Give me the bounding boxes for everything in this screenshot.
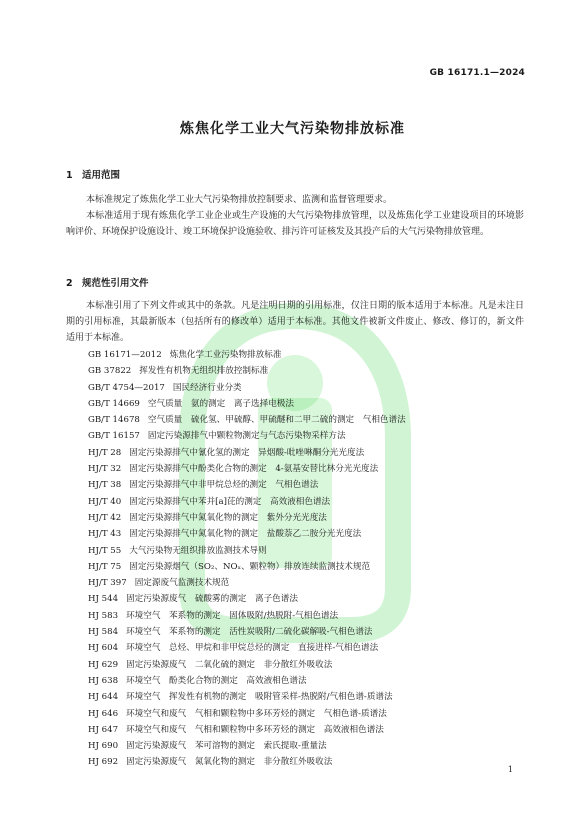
reference-item: HJ/T 397 固定源废气监测技术规范 (88, 578, 230, 589)
section-2-intro: 本标准引用了下列文件或其中的条款。凡是注明日期的引用标准，仅注日期的版本适用于本标准。凡是未注日期的引用标准，其最新版本（包括所有的修改单）适用于本标准。其他文件被新文件废止、修改、修订的，新文件适用于本标准。 (66, 301, 524, 343)
reference-item: HJ 584 环境空气 苯系物的测定 活性炭吸附/二硫化碳解吸-气相色谱法 (88, 627, 373, 638)
reference-item: HJ 646 环境空气和废气 气相和颗粒物中多环芳烃的测定 气相色谱-质谱法 (88, 708, 387, 719)
reference-item: HJ 644 环境空气 挥发性有机物的测定 吸附管采样-热脱附/气相色谱-质谱法 (88, 692, 393, 703)
reference-item: HJ/T 40 固定污染源排气中苯并[a]芘的测定 高效液相色谱法 (88, 496, 331, 507)
section-2-title: 规范性引用文件 (82, 278, 149, 289)
reference-item: HJ 690 固定污染源废气 苯可溶物的测定 索氏提取-重量法 (88, 741, 327, 752)
reference-item: GB/T 14678 空气质量 硫化氢、甲硫醇、甲硫醚和二甲二硫的测定 气相色谱法 (88, 415, 406, 426)
page-number: 1 (507, 765, 513, 774)
reference-item: HJ/T 55 大气污染物无组织排放监测技术导则 (88, 545, 267, 556)
reference-item: GB/T 4754—2017 国民经济行业分类 (88, 382, 242, 393)
reference-item: HJ 604 环境空气 总烃、甲烷和非甲烷总烃的测定 直接进样-气相色谱法 (88, 643, 379, 654)
reference-item: HJ 692 固定污染源废气 氮氧化物的测定 非分散红外吸收法 (88, 757, 333, 768)
reference-item: HJ 629 固定污染源废气 二氧化硫的测定 非分散红外吸收法 (88, 659, 333, 670)
section-2-number: 2 (66, 278, 73, 289)
reference-item: HJ 638 环境空气 酚类化合物的测定 高效液相色谱法 (88, 675, 307, 686)
document-title: 炼焦化学工业大气污染物排放标准 (180, 121, 405, 137)
reference-item: GB 16171—2012 炼焦化学工业污染物排放标准 (88, 350, 282, 360)
reference-item: HJ/T 32 固定污染源排气中酚类化合物的测定 4-氨基安替比林分光光度法 (88, 464, 379, 475)
section-1-number: 1 (66, 170, 73, 181)
section-1-paragraph-2: 本标准适用于现有炼焦化学工业企业或生产设施的大气污染物排放管理，以及炼焦化学工业建设项目的环境影响评价、环境保护设施设计、竣工环境保护设施验收、排污许可证核发及其投产后的大气污染物排放管理。 (66, 211, 524, 237)
reference-item: GB 37822 挥发性有机物无组织排放控制标准 (88, 366, 269, 377)
reference-item: HJ/T 42 固定污染源排气中氮氧化物的测定 紫外分光光度法 (88, 512, 327, 523)
reference-item: GB/T 14669 空气质量 氨的测定 离子选择电极法 (88, 398, 294, 409)
reference-item: GB/T 16157 固定污染源排气中颗粒物测定与气态污染物采样方法 (88, 431, 346, 442)
reference-item: HJ 647 环境空气和废气 气相和颗粒物中多环芳烃的测定 高效液相色谱法 (88, 724, 384, 735)
reference-item: HJ/T 28 固定污染源排气中氰化氢的测定 异烟酸-吡唑啉酮分光光度法 (88, 447, 365, 458)
standard-code: GB 16171.1—2024 (429, 68, 525, 78)
section-2-heading (66, 275, 149, 289)
section-1-heading (66, 167, 120, 181)
section-1-title: 适用范围 (82, 170, 121, 181)
reference-list (88, 347, 406, 771)
reference-item: HJ/T 38 固定污染源排气中非甲烷总烃的测定 气相色谱法 (88, 480, 319, 491)
section-1-paragraph-1: 本标准规定了炼焦化学工业大气污染物排放控制要求、监测和监督管理要求。 (86, 195, 393, 205)
reference-item: HJ/T 43 固定污染源排气中氮氧化物的测定 盐酸萘乙二胺分光光度法 (88, 529, 362, 540)
reference-item: HJ 544 固定污染源废气 硫酸雾的测定 离子色谱法 (88, 594, 298, 605)
reference-item: HJ/T 75 固定污染源烟气（SO₂、NOₓ、颗粒物）排放连续监测技术规范 (88, 561, 371, 572)
reference-item: HJ 583 环境空气 苯系物的测定 固体吸附/热脱附-气相色谱法 (88, 610, 339, 621)
